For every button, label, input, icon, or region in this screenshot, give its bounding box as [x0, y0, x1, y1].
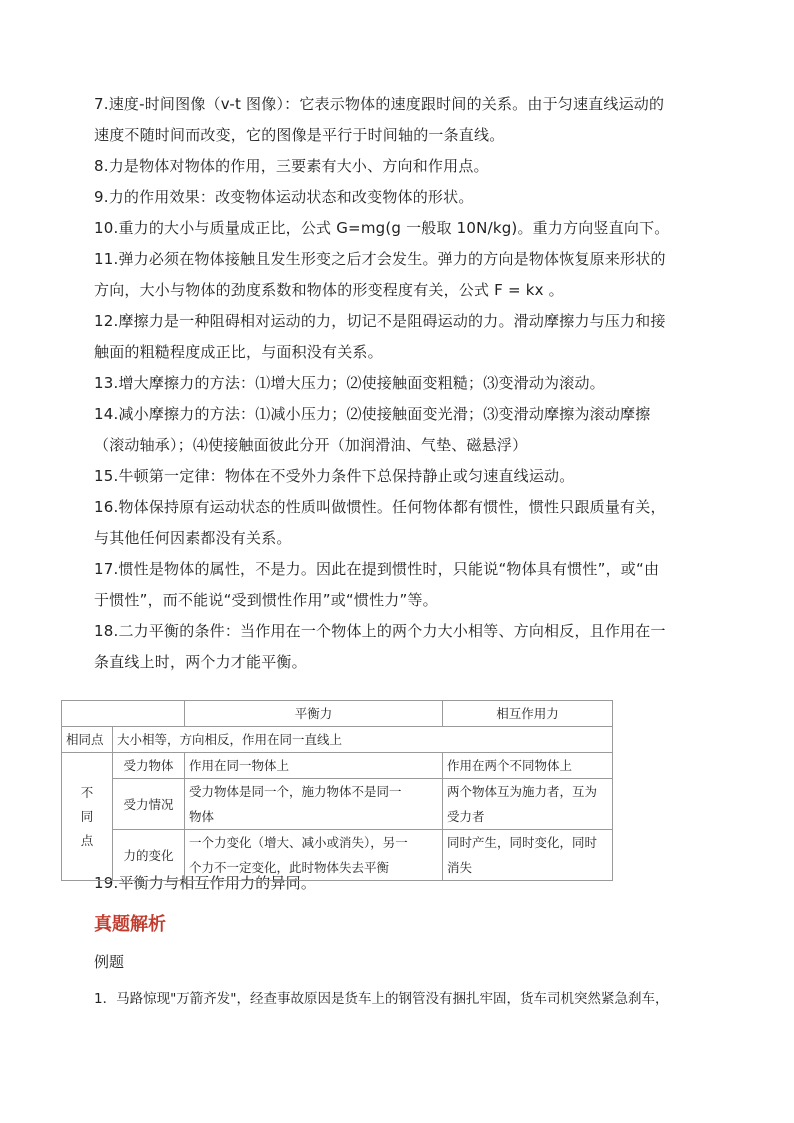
row-label: 受力情况: [113, 779, 185, 830]
text-line: 10.重力的大小与质量成正比，公式 G=mg(g 一般取 10N/kg)。重力方向竖直向下。: [94, 219, 670, 237]
text-line: 方向，大小与物体的劲度系数和物体的形变程度有关，公式 F = kx 。: [94, 281, 564, 299]
text-line: 条直线上时，两个力才能平衡。: [94, 653, 307, 671]
table-row: [62, 779, 613, 830]
text-line: 19.平衡力与相互作用力的异同。: [94, 874, 317, 892]
comparison-table: [61, 700, 613, 881]
same-label: 相同点: [62, 727, 113, 753]
same-content: 大小相等，方向相反，作用在同一直线上: [113, 727, 613, 753]
text-line: 15.牛顿第一定律：物体在不受外力条件下总保持静止或匀速直线运动。: [94, 467, 575, 485]
header-interaction: 相互作用力: [443, 701, 613, 727]
table-row: [62, 830, 613, 881]
text-line: 触面的粗糙程度成正比，与面积没有关系。: [94, 343, 383, 361]
text-line: （滚动轴承）；⑷使接触面彼此分开（加润滑油、气垫、磁悬浮）: [94, 436, 528, 454]
knowledge-point: [94, 368, 706, 399]
text-line: 17.惯性是物体的属性，不是力。因此在提到惯性时，只能说“物体具有惯性”，或“由: [94, 560, 660, 578]
diff-label: 不 同 点: [62, 753, 113, 881]
knowledge-point: [94, 151, 706, 182]
text-line: 18.二力平衡的条件：当作用在一个物体上的两个力大小相等、方向相反，且作用在一: [94, 622, 666, 640]
header-balance: 平衡力: [185, 701, 443, 727]
knowledge-point: [94, 461, 706, 492]
knowledge-point: [94, 89, 706, 151]
knowledge-point: [94, 182, 706, 213]
knowledge-point: [94, 399, 706, 461]
section-title: 真题解析: [94, 914, 166, 935]
text-line: 13.增大摩擦力的方法：⑴增大压力；⑵使接触面变粗糙；⑶变滑动为滚动。: [94, 374, 605, 392]
example-label: 例题: [94, 953, 125, 971]
knowledge-point: [94, 492, 706, 554]
text-line: 与其他任何因素都没有关系。: [94, 529, 292, 547]
knowledge-point: [94, 213, 706, 244]
text-line: 速度不随时间而改变，它的图像是平行于时间轴的一条直线。: [94, 126, 505, 144]
balance-cell: 一个力变化（增大、减小或消失），另一 个力不一定变化，此时物体失去平衡: [185, 830, 443, 881]
interaction-cell: 同时产生，同时变化，同时 消失: [443, 830, 613, 881]
text-line: 16.物体保持原有运动状态的性质叫做惯性。任何物体都有惯性，惯性只跟质量有关，: [94, 498, 666, 516]
text-line: 9.力的作用效果：改变物体运动状态和改变物体的形状。: [94, 188, 474, 206]
row-label: 受力物体: [113, 753, 185, 779]
text-line: 14.减小摩擦力的方法：⑴减小压力；⑵使接触面变光滑；⑶变滑动摩擦为滚动摩擦: [94, 405, 651, 423]
text-line: 8.力是物体对物体的作用，三要素有大小、方向和作用点。: [94, 157, 489, 175]
knowledge-point: [94, 554, 706, 616]
table-row-same: [62, 727, 613, 753]
balance-cell: 受力物体是同一个，施力物体不是同一 物体: [185, 779, 443, 830]
text-line: 7.速度-时间图像（v-t 图像）：它表示物体的速度跟时间的关系。由于匀速直线运动的: [94, 95, 665, 113]
text-line: 11.弹力必须在物体接触且发生形变之后才会发生。弹力的方向是物体恢复原来形状的: [94, 250, 666, 268]
text-line: 12.摩擦力是一种阻碍相对运动的力，切记不是阻碍运动的力。滑动摩擦力与压力和接: [94, 312, 666, 330]
table-corner-cell: [62, 701, 185, 727]
knowledge-point: [94, 244, 706, 306]
interaction-cell: 两个物体互为施力者，互为 受力者: [443, 779, 613, 830]
table-row: [62, 753, 613, 779]
question-1: 1．马路惊现"万箭齐发"，经查事故原因是货车上的钢管没有捆扎牢固，货车司机突然紧急刹车，: [94, 991, 669, 1007]
table-header-row: [62, 701, 613, 727]
balance-cell: 作用在同一物体上: [185, 753, 443, 779]
knowledge-point: [94, 306, 706, 368]
text-line: 于惯性”，而不能说“受到惯性作用”或“惯性力”等。: [94, 591, 438, 609]
row-label: 力的变化: [113, 830, 185, 881]
interaction-cell: 作用在两个不同物体上: [443, 753, 613, 779]
knowledge-point: [94, 616, 706, 678]
